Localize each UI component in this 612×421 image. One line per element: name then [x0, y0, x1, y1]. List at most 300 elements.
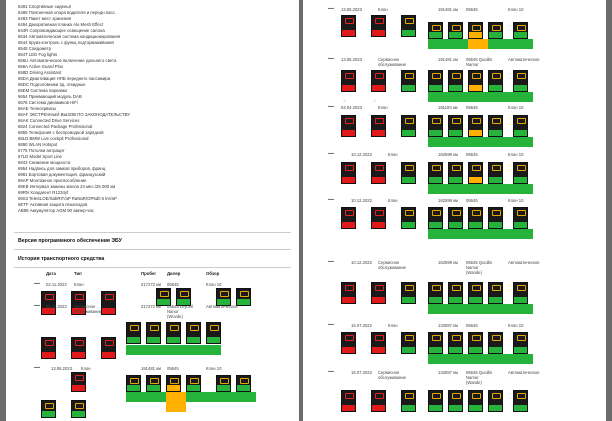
status-bar [342, 30, 355, 36]
service-light-icon [75, 403, 84, 409]
service-light-icon [452, 210, 461, 216]
status-bar [489, 130, 502, 136]
service-light-icon [220, 291, 229, 297]
col-dealer: Дилер [167, 271, 181, 276]
status-bar [342, 85, 355, 91]
entry-type-line2: обслуживание [74, 309, 102, 314]
service-tile [186, 375, 201, 392]
status-bar [469, 85, 482, 91]
service-tile [513, 332, 528, 354]
service-tile [468, 115, 483, 137]
service-light-icon [472, 393, 481, 399]
service-tile [341, 115, 356, 137]
service-tile [341, 207, 356, 229]
entry-dealer: 05645 Quoðin [466, 370, 493, 375]
status-bar [342, 177, 355, 183]
entry-dealer: 05645 [466, 323, 478, 328]
service-tile [488, 115, 503, 137]
service-light-icon [405, 210, 414, 216]
service-light-icon [130, 325, 139, 331]
service-tile [468, 332, 483, 354]
check-icon: ✓ [373, 98, 377, 103]
service-light-icon [432, 118, 441, 124]
service-tile [488, 390, 503, 412]
status-bar [469, 297, 482, 303]
status-strip-green [428, 92, 533, 102]
service-light-icon [405, 285, 414, 291]
service-tile [371, 207, 386, 229]
status-strip-green [488, 39, 533, 49]
status-bar [429, 347, 442, 353]
status-bar [147, 337, 160, 343]
warning-light-icon [345, 73, 354, 79]
status-bar [429, 297, 442, 303]
option-item: 6481 Спортивные сиденья [18, 4, 71, 9]
entry-type-line2: обслуживание [378, 62, 406, 67]
divider [14, 232, 291, 233]
status-bar [402, 347, 415, 353]
service-tile [166, 322, 181, 344]
status-bar [514, 130, 527, 136]
status-bar [449, 130, 462, 136]
service-tile [428, 115, 443, 137]
entry-type: Клон [388, 198, 398, 203]
option-item: 644R Сопровождающее освещение салона [18, 28, 105, 33]
service-tile [371, 115, 386, 137]
entry-overview: Автоматическое [508, 260, 540, 265]
status-bar [102, 352, 115, 358]
service-light-icon [432, 285, 441, 291]
entry-mileage: 162599 км [438, 152, 458, 157]
history-section-title: История транспортного средства [18, 256, 105, 262]
service-light-icon [432, 73, 441, 79]
entry-mileage: 217272 км [141, 282, 161, 287]
status-strip-orange [166, 402, 186, 412]
entry-dealer-line3: (Wande) [466, 380, 482, 385]
warning-light-icon [375, 210, 384, 216]
service-tile [513, 390, 528, 412]
status-bar [342, 297, 355, 303]
option-item: 6ETF Активная защита пешеходов [18, 202, 88, 207]
service-light-icon [517, 335, 526, 341]
status-strip-green [126, 345, 221, 355]
service-tile [71, 337, 86, 359]
option-item: 6493 Пакет мест хранения [18, 16, 72, 21]
entry-overview: Клон 10 [508, 152, 524, 157]
entry-dealer-line2: Nanur [167, 309, 179, 314]
status-bar [429, 405, 442, 411]
status-bar [449, 222, 462, 228]
option-item: 656U Автоматическое включение дальнего света [18, 58, 117, 63]
service-tile [401, 162, 416, 184]
option-item: 66AK Connected Drive Services [18, 118, 80, 123]
service-light-icon [472, 25, 481, 31]
collapse-toggle[interactable]: — [34, 303, 40, 309]
status-bar [449, 85, 462, 91]
service-tile [41, 337, 56, 359]
service-tile [428, 70, 443, 92]
service-light-icon [405, 393, 414, 399]
warning-light-icon [45, 294, 54, 300]
service-tile [71, 372, 86, 392]
status-bar [237, 385, 250, 391]
option-item: 6676 Система динамиков HiFi [18, 100, 78, 105]
service-tile [371, 15, 386, 37]
status-strip-green [428, 354, 533, 364]
service-light-icon [472, 285, 481, 291]
status-bar [514, 297, 527, 303]
service-light-icon [180, 291, 189, 297]
service-tile [488, 207, 503, 229]
entry-type: Сервисное [378, 260, 400, 265]
service-tile [448, 207, 463, 229]
option-item: 69AP Монтажное приспособление [18, 178, 87, 183]
service-tile [513, 207, 528, 229]
entry-dealer: 05645 [167, 366, 179, 371]
collapse-toggle[interactable]: — [328, 104, 334, 110]
service-tile [371, 332, 386, 354]
service-tile [401, 282, 416, 304]
collapse-toggle[interactable]: — [328, 322, 334, 328]
warning-light-icon [345, 210, 354, 216]
service-tile [513, 162, 528, 184]
service-tile [401, 115, 416, 137]
status-bar [489, 32, 502, 38]
entry-dealer: 05645 [466, 105, 478, 110]
entry-date: 13.06.2023 [341, 7, 362, 12]
warning-light-icon [345, 335, 354, 341]
service-tile [41, 400, 56, 418]
entry-type: Клон [388, 152, 398, 157]
warning-light-icon [375, 73, 384, 79]
status-bar [187, 337, 200, 343]
service-tile [101, 291, 116, 315]
entry-dealer-line2: Namur [466, 375, 479, 380]
entry-dealer: 05645 Leyceé [167, 304, 194, 309]
collapse-toggle[interactable]: — [34, 365, 40, 371]
service-light-icon [517, 165, 526, 171]
status-bar [372, 130, 385, 136]
service-light-icon [432, 25, 441, 31]
service-light-icon [492, 210, 501, 216]
status-bar [489, 347, 502, 353]
option-item: 6654 Приемающий модуль DAB [18, 94, 82, 99]
service-tile [401, 332, 416, 354]
status-bar [42, 411, 55, 417]
service-light-icon [492, 118, 501, 124]
entry-type: Сервисное [378, 370, 400, 375]
service-tile [41, 291, 56, 315]
service-light-icon [452, 165, 461, 171]
entry-overview: Клон 10 [206, 282, 222, 287]
service-tile [428, 390, 443, 412]
service-light-icon [472, 210, 481, 216]
option-item: 6890 WLAN Hotspot [18, 142, 58, 147]
collapse-toggle[interactable]: — [328, 151, 334, 157]
status-bar [429, 222, 442, 228]
entry-mileage: 217272 км [141, 304, 161, 309]
status-bar [402, 130, 415, 136]
status-bar [342, 347, 355, 353]
status-bar [42, 352, 55, 358]
status-bar [372, 347, 385, 353]
status-strip-green [428, 39, 468, 49]
service-tile [448, 162, 463, 184]
service-light-icon [472, 73, 481, 79]
entry-mileage: 133087 км [438, 323, 458, 328]
status-bar [449, 347, 462, 353]
status-bar [127, 385, 140, 391]
warning-light-icon [375, 393, 384, 399]
entry-date: 10.12.2022 [351, 260, 372, 265]
status-bar [167, 385, 180, 391]
status-bar [449, 32, 462, 38]
option-item: 6544 Круиз-контроль с функц.подтормаживания [18, 40, 114, 45]
collapse-toggle[interactable]: — [328, 259, 334, 265]
option-item: 6943 Снижение мощности [18, 160, 71, 165]
entry-date: 13.06.2023 [341, 57, 362, 62]
status-bar [147, 385, 160, 391]
option-item: 69S3 TeleSLOE/SabRIT/aP RaNaR/OP5d0 6 kV/aP [18, 196, 117, 201]
service-tile [513, 282, 528, 304]
service-tile [448, 282, 463, 304]
collapse-toggle[interactable]: — [328, 56, 334, 62]
service-tile [401, 15, 416, 37]
status-bar [72, 352, 85, 358]
status-bar [207, 337, 220, 343]
entry-overview: Автоматическое [206, 304, 238, 309]
service-tile [186, 322, 201, 344]
service-tile [341, 332, 356, 354]
warning-light-icon [75, 340, 84, 346]
status-bar [489, 222, 502, 228]
service-light-icon [45, 403, 54, 409]
service-tile [468, 22, 483, 39]
status-bar [429, 32, 442, 38]
service-tile [146, 375, 161, 392]
option-item: 6775 Потолки антрацит [18, 148, 65, 153]
entry-type: Сервисное [74, 304, 96, 309]
entry-overview: Автоматическое [508, 370, 540, 375]
status-bar [469, 177, 482, 183]
service-light-icon [190, 378, 199, 384]
status-bar [72, 411, 85, 417]
option-item: 69RN Хладагент R1234yf [18, 190, 69, 195]
entry-date: 10.12.2022 [351, 152, 372, 157]
service-light-icon [432, 393, 441, 399]
service-light-icon [220, 378, 229, 384]
option-item: AB98 Аккумулятор AGM 90 ампер-час [18, 208, 94, 213]
service-light-icon [492, 73, 501, 79]
service-light-icon [405, 118, 414, 124]
service-light-icon [150, 325, 159, 331]
service-light-icon [130, 378, 139, 384]
status-bar [402, 177, 415, 183]
service-tile [401, 70, 416, 92]
option-item: 66AF ЭКСТРЕННЫЙ ВЫЗОВ ПО ЗАКОНОДАТЕЛЬСТВУ [18, 112, 130, 117]
service-tile [236, 375, 251, 392]
status-bar [489, 177, 502, 183]
service-tile [341, 162, 356, 184]
service-light-icon [472, 118, 481, 124]
warning-light-icon [345, 165, 354, 171]
status-bar [514, 222, 527, 228]
service-light-icon [150, 378, 159, 384]
status-bar [372, 222, 385, 228]
entry-overview: Клон 10 [508, 323, 524, 328]
divider [14, 267, 291, 268]
status-bar [342, 405, 355, 411]
service-tile [126, 322, 141, 344]
status-bar [514, 85, 527, 91]
service-light-icon [452, 73, 461, 79]
service-light-icon [452, 285, 461, 291]
entry-dealer: 05645 [167, 282, 179, 287]
warning-light-icon [375, 165, 384, 171]
software-section-title: Версия программного обеспечения ЭБУ [18, 238, 122, 244]
entry-type: Клон [74, 282, 84, 287]
warning-light-icon [345, 393, 354, 399]
status-bar [402, 297, 415, 303]
service-light-icon [517, 285, 526, 291]
status-bar [469, 130, 482, 136]
collapse-toggle[interactable]: — [328, 197, 334, 203]
service-light-icon [210, 325, 219, 331]
service-light-icon [170, 378, 179, 384]
service-tile [448, 332, 463, 354]
service-tile [216, 375, 231, 392]
warning-light-icon [105, 294, 114, 300]
collapse-toggle[interactable]: — [328, 6, 334, 12]
option-item: 6855 Телефония с беспроводной зарядкой [18, 130, 104, 135]
status-bar [469, 347, 482, 353]
entry-dealer: 05645 [466, 7, 478, 12]
service-tile [468, 390, 483, 412]
status-strip-green [126, 392, 166, 402]
entry-date: 15.07.2022 [351, 323, 372, 328]
status-bar [449, 405, 462, 411]
collapse-toggle[interactable]: — [34, 281, 40, 287]
service-light-icon [452, 335, 461, 341]
status-strip-green [428, 304, 533, 314]
entry-date: 13.06.2023 [51, 366, 72, 371]
service-light-icon [452, 393, 461, 399]
service-tile [513, 115, 528, 137]
status-bar [469, 222, 482, 228]
service-tile [401, 390, 416, 412]
status-bar [102, 308, 115, 314]
status-bar [167, 337, 180, 343]
entry-date: 10.12.2022 [351, 198, 372, 203]
entry-overview: Клон 10 [508, 105, 524, 110]
entry-overview: Клон 10 [508, 198, 524, 203]
warning-light-icon [345, 118, 354, 124]
option-item: 6486 Поясничная опора водителя и передн.пасс. [18, 10, 116, 15]
entry-date: 02.11.2023 [46, 304, 67, 309]
status-bar [372, 30, 385, 36]
service-tile [488, 332, 503, 354]
entry-overview: Клон 10 [206, 366, 222, 371]
status-bar [342, 222, 355, 228]
report-page-right [303, 0, 606, 421]
service-tile [166, 375, 181, 392]
status-bar [489, 85, 502, 91]
service-tile [71, 400, 86, 418]
option-item: 65DA Деактивация НПБ переднего пассажира [18, 76, 111, 81]
service-light-icon [452, 118, 461, 124]
entry-dealer-line2: Namur [466, 265, 479, 270]
service-tile [126, 375, 141, 392]
status-bar [429, 177, 442, 183]
entry-type: Клон [378, 105, 388, 110]
service-light-icon [517, 73, 526, 79]
warning-light-icon [345, 18, 354, 24]
service-light-icon [432, 210, 441, 216]
col-type: Тип [74, 271, 82, 276]
option-item: 65DC Подголовники 3д. откидные [18, 82, 86, 87]
service-tile [468, 207, 483, 229]
status-strip-orange [166, 392, 186, 402]
entry-type: Клон [378, 7, 388, 12]
warning-light-icon [375, 18, 384, 24]
divider [14, 249, 291, 250]
collapse-toggle[interactable]: — [328, 369, 334, 375]
service-light-icon [492, 335, 501, 341]
service-light-icon [517, 210, 526, 216]
status-bar [514, 177, 527, 183]
service-tile [101, 337, 116, 359]
status-bar [372, 177, 385, 183]
col-date: Дата [46, 271, 56, 276]
entry-dealer-line2: Namur [466, 62, 479, 67]
status-bar [514, 347, 527, 353]
option-item: 654T LED Fog lights [18, 52, 58, 57]
warning-light-icon [375, 335, 384, 341]
status-bar [402, 222, 415, 228]
service-tile [341, 15, 356, 37]
status-bar [449, 297, 462, 303]
service-light-icon [405, 18, 414, 24]
service-tile [468, 282, 483, 304]
option-item: 658A Active Guard Plus [18, 64, 64, 69]
service-tile [428, 207, 443, 229]
service-tile [448, 70, 463, 92]
status-bar [489, 405, 502, 411]
service-light-icon [432, 335, 441, 341]
status-bar [127, 337, 140, 343]
entry-date: 02.11.2023 [46, 282, 67, 287]
check-icon: ✓ [343, 98, 347, 103]
service-tile [341, 70, 356, 92]
warning-light-icon [345, 285, 354, 291]
entry-mileage: 191183 км [438, 105, 458, 110]
service-tile [428, 332, 443, 354]
entry-mileage: 133087 км [438, 370, 458, 375]
option-item: 69KB Интервал замены масла 24 мес./25 000 км [18, 184, 116, 189]
entry-overview: Клон 10 [508, 7, 524, 12]
service-tile [448, 390, 463, 412]
service-light-icon [190, 325, 199, 331]
entry-date: 04.04.2023 [341, 105, 362, 110]
service-tile [371, 390, 386, 412]
service-tile [146, 322, 161, 344]
option-item: 6494 Декоративная планка Alu Mesh Effect [18, 22, 104, 27]
service-tile [341, 282, 356, 304]
warning-light-icon [375, 118, 384, 124]
warning-light-icon [75, 294, 84, 300]
service-light-icon [517, 25, 526, 31]
service-tile [206, 322, 221, 344]
